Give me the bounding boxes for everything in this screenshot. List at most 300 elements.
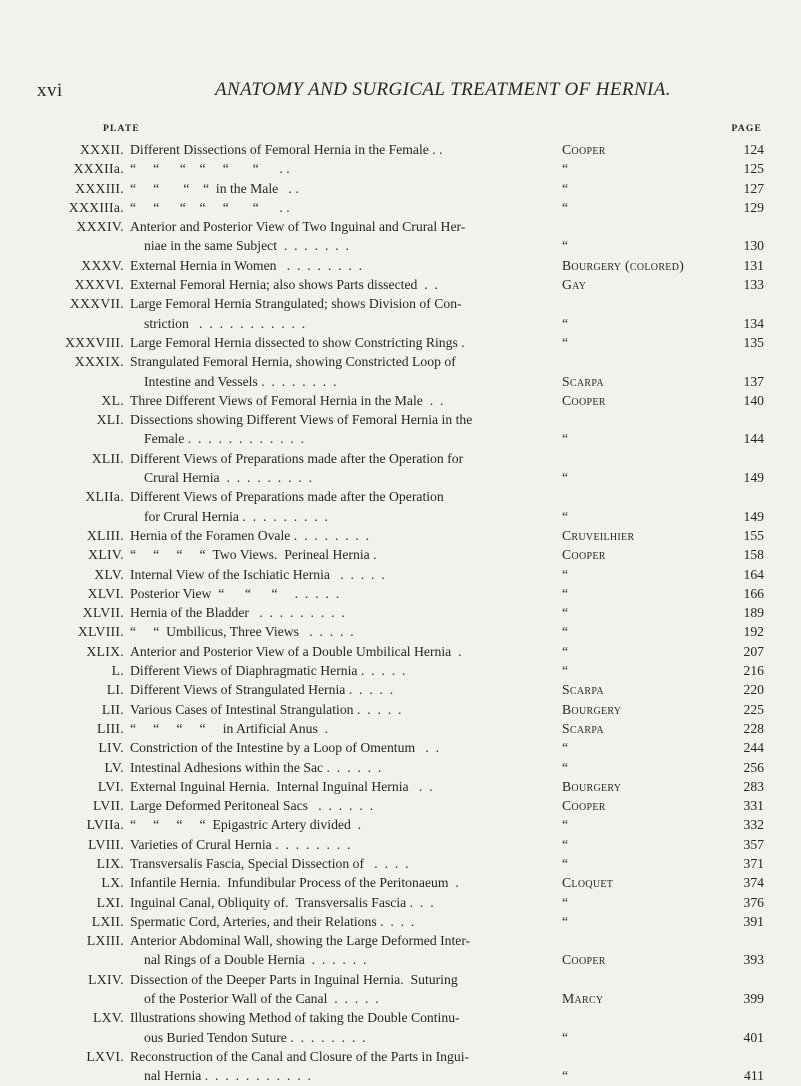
plate-author bbox=[560, 140, 712, 159]
plate-author-text: “ bbox=[562, 624, 569, 640]
plate-page-text: 244 bbox=[743, 740, 764, 756]
plate-title bbox=[130, 835, 560, 854]
plate-title-line: niae in the same Subject . . . . . . . bbox=[144, 238, 349, 254]
plate-number: XLVII. bbox=[82, 605, 124, 621]
plate-page-text: 129 bbox=[743, 199, 764, 215]
plate-author bbox=[560, 449, 712, 488]
plate-entry bbox=[40, 912, 762, 931]
plate-page-number bbox=[712, 140, 764, 159]
plate-entry bbox=[40, 796, 762, 815]
plate-number: LIX. bbox=[96, 855, 124, 871]
plate-author bbox=[560, 777, 712, 796]
plate-page-number bbox=[712, 410, 764, 449]
plate-title bbox=[130, 217, 560, 256]
plate-number: XXXVIII. bbox=[64, 334, 124, 350]
plate-title-line: “ “ “ “ Two Views. Perineal Hernia . bbox=[130, 547, 377, 563]
plate-page-number bbox=[712, 680, 764, 699]
plate-author-text: “ bbox=[562, 836, 569, 852]
plate-number: LVI. bbox=[97, 778, 124, 794]
plate-number: XXXII. bbox=[80, 142, 124, 157]
plate-number: LI. bbox=[106, 682, 124, 698]
plate-entry bbox=[40, 487, 762, 526]
plate-title-line: Varieties of Crural Hernia . . . . . . . . bbox=[130, 836, 351, 852]
plate-page-number bbox=[712, 179, 764, 198]
plate-author bbox=[560, 661, 712, 680]
plate-title bbox=[130, 410, 560, 449]
plate-title bbox=[130, 622, 560, 641]
plate-entry bbox=[40, 526, 762, 545]
plate-author-text: “ bbox=[562, 605, 569, 621]
plate-page-text: 127 bbox=[743, 180, 764, 196]
plate-page-number bbox=[712, 1047, 764, 1086]
plate-author-text: “ bbox=[562, 470, 569, 486]
plate-title bbox=[130, 198, 560, 217]
plate-number: LXV. bbox=[93, 1010, 124, 1026]
plate-page-text: 331 bbox=[743, 798, 764, 814]
plate-title bbox=[130, 352, 560, 391]
plate-entry bbox=[40, 854, 762, 873]
plate-author bbox=[560, 159, 712, 178]
plate-page-text: 144 bbox=[743, 431, 764, 447]
plate-title-line: Different Views of Preparations made after the Operation for bbox=[130, 450, 464, 466]
plate-title-line: Constriction of the Intestine by a Loop of Omentum . . bbox=[130, 740, 440, 756]
plate-title-line: for Crural Hernia . . . . . . . . . bbox=[144, 508, 328, 524]
plate-page-number bbox=[712, 642, 764, 661]
plate-entry bbox=[40, 410, 762, 449]
plate-entry bbox=[40, 738, 762, 757]
plate-author bbox=[560, 796, 712, 815]
plate-author-text: “ bbox=[562, 161, 569, 177]
plate-entry bbox=[40, 294, 762, 333]
plate-title bbox=[130, 719, 560, 738]
plate-entry bbox=[40, 140, 762, 159]
plate-page-number bbox=[712, 1008, 764, 1047]
plate-page-text: 149 bbox=[743, 508, 764, 524]
plate-title bbox=[130, 815, 560, 834]
plate-number: LVIIa. bbox=[86, 817, 124, 833]
plate-author bbox=[560, 603, 712, 622]
plate-page-number bbox=[712, 545, 764, 564]
plate-title-line: Posterior View “ “ “ . . . . . bbox=[130, 585, 340, 601]
plate-title-line: “ “ “ “ in Artificial Anus . bbox=[130, 720, 329, 736]
plate-title-line: Reconstruction of the Canal and Closure of the Parts in Ingui- bbox=[130, 1048, 470, 1064]
plate-title-line: “ “ “ “ Epigastric Artery divided . bbox=[130, 817, 362, 833]
plate-page-number bbox=[712, 854, 764, 873]
plate-entry bbox=[40, 352, 762, 391]
plate-author bbox=[560, 198, 712, 217]
plate-title-line: Three Different Views of Femoral Hernia in the Male . . bbox=[130, 392, 444, 408]
plate-page-text: 399 bbox=[743, 991, 764, 1007]
plate-author bbox=[560, 1008, 712, 1047]
plate-author bbox=[560, 333, 712, 352]
plate-author bbox=[560, 873, 712, 892]
plate-page-number bbox=[712, 159, 764, 178]
plate-page-text: 228 bbox=[743, 720, 764, 736]
plate-author bbox=[560, 680, 712, 699]
plate-number: LV. bbox=[104, 759, 124, 775]
page-column-heading: PAGE bbox=[731, 124, 762, 134]
plate-entry bbox=[40, 680, 762, 699]
plate-author-text: “ bbox=[562, 643, 569, 659]
plate-title bbox=[130, 931, 560, 970]
plate-title bbox=[130, 526, 560, 545]
plate-number: XXXV. bbox=[81, 257, 124, 273]
plate-author bbox=[560, 487, 712, 526]
plate-number: LXI. bbox=[96, 894, 124, 910]
plate-title bbox=[130, 796, 560, 815]
plate-page-text: 220 bbox=[743, 682, 764, 698]
plate-entry bbox=[40, 545, 762, 564]
plate-entry bbox=[40, 893, 762, 912]
plate-title bbox=[130, 333, 560, 352]
plate-title-line: External Hernia in Women . . . . . . . . bbox=[130, 257, 363, 273]
plate-column-heading: PLATE bbox=[103, 124, 140, 134]
plate-page-number bbox=[712, 738, 764, 757]
plate-page-text: 166 bbox=[743, 585, 764, 601]
plate-number: LXVI. bbox=[86, 1048, 124, 1064]
plate-entry bbox=[40, 777, 762, 796]
plate-author bbox=[560, 931, 712, 970]
plate-entry bbox=[40, 565, 762, 584]
plate-page-number bbox=[712, 603, 764, 622]
plate-title-line: Various Cases of Intestinal Strangulation . . . . . bbox=[130, 701, 402, 717]
plate-title-line: External Inguinal Hernia. Internal Inguinal Hernia . . bbox=[130, 778, 433, 794]
plate-page-text: 256 bbox=[743, 759, 764, 775]
plate-author-text: Scarpa bbox=[562, 373, 604, 389]
plate-page-number bbox=[712, 526, 764, 545]
plate-title-line: Anterior and Posterior View of a Double Umbilical Hernia . bbox=[130, 643, 462, 659]
plate-title-line: Large Femoral Hernia Strangulated; shows Division of Con- bbox=[130, 296, 462, 312]
plate-author bbox=[560, 584, 712, 603]
plate-author-text: “ bbox=[562, 315, 569, 331]
plate-number: XLVIII. bbox=[77, 624, 124, 640]
plate-entry bbox=[40, 391, 762, 410]
plate-title-line: Different Dissections of Femoral Hernia in the Female . . bbox=[130, 142, 443, 157]
plate-number: XLIX. bbox=[86, 643, 124, 659]
plate-page-text: 133 bbox=[743, 277, 764, 293]
plate-author-text: “ bbox=[562, 1029, 569, 1045]
plate-title-line: Infantile Hernia. Infundibular Process of the Peritonaeum . bbox=[130, 875, 459, 891]
plate-title bbox=[130, 661, 560, 680]
plate-title-line: nal Rings of a Double Hernia . . . . . . bbox=[144, 952, 367, 968]
plate-page-text: 283 bbox=[743, 778, 764, 794]
plate-entry bbox=[40, 603, 762, 622]
plate-author bbox=[560, 410, 712, 449]
list-of-plates bbox=[40, 140, 762, 1086]
plate-number: LXIV. bbox=[88, 971, 124, 987]
plate-page-text: 411 bbox=[743, 1068, 764, 1084]
plate-author-text: Cooper bbox=[562, 392, 606, 408]
plate-page-text: 137 bbox=[743, 373, 764, 389]
plate-number: XXXVII. bbox=[69, 296, 124, 312]
plate-number: XLV. bbox=[94, 566, 124, 582]
plate-title-line: Illustrations showing Method of taking the Double Continu- bbox=[130, 1010, 460, 1026]
plate-number: LXII. bbox=[91, 913, 124, 929]
plate-number: XLIII. bbox=[86, 527, 124, 543]
plate-page-number bbox=[712, 275, 764, 294]
plate-page-text: 130 bbox=[743, 238, 764, 254]
plate-page-text: 155 bbox=[743, 527, 764, 543]
plate-number: XXXVI. bbox=[74, 277, 124, 293]
plate-page-number bbox=[712, 835, 764, 854]
plate-author bbox=[560, 758, 712, 777]
plate-number: XLI. bbox=[96, 412, 124, 428]
plate-page-number bbox=[712, 815, 764, 834]
plate-title-line: Large Femoral Hernia dissected to show Constricting Rings . bbox=[130, 334, 465, 350]
plate-author-text: Bourgery (colored) bbox=[562, 257, 685, 273]
plate-title-line: Inguinal Canal, Obliquity of. Transversalis Fascia . . . bbox=[130, 894, 434, 910]
plate-title bbox=[130, 1047, 560, 1086]
plate-author-text: “ bbox=[562, 585, 569, 601]
plate-title-line: Internal View of the Ischiatic Hernia . . . . . bbox=[130, 566, 385, 582]
plate-page-text: 131 bbox=[743, 257, 764, 273]
plate-title bbox=[130, 179, 560, 198]
plate-page-number bbox=[712, 661, 764, 680]
plate-number: LXIII. bbox=[86, 933, 124, 949]
plate-title-line: nal Hernia . . . . . . . . . . . bbox=[144, 1068, 311, 1084]
plate-title bbox=[130, 584, 560, 603]
plate-page-text: 393 bbox=[743, 952, 764, 968]
plate-title bbox=[130, 294, 560, 333]
plate-number: XXXIII. bbox=[75, 180, 124, 196]
plate-title-line: Hernia of the Bladder . . . . . . . . . bbox=[130, 605, 345, 621]
plate-entry bbox=[40, 1008, 762, 1047]
plate-page-text: 374 bbox=[743, 875, 764, 891]
plate-page-number bbox=[712, 487, 764, 526]
plate-page-number bbox=[712, 565, 764, 584]
plate-number: XLII. bbox=[91, 450, 124, 466]
plate-page-number bbox=[712, 198, 764, 217]
plate-author bbox=[560, 854, 712, 873]
plate-author bbox=[560, 738, 712, 757]
plate-page-text: 401 bbox=[743, 1029, 764, 1045]
plate-author-text: “ bbox=[562, 740, 569, 756]
plate-number: XLVI. bbox=[87, 585, 124, 601]
plate-page-number bbox=[712, 931, 764, 970]
plate-title bbox=[130, 854, 560, 873]
plate-author-text: “ bbox=[562, 894, 569, 910]
plate-title bbox=[130, 603, 560, 622]
plate-page-text: 357 bbox=[743, 836, 764, 852]
plate-number: LX. bbox=[101, 875, 124, 891]
plate-entry bbox=[40, 931, 762, 970]
plate-title bbox=[130, 545, 560, 564]
plate-entry bbox=[40, 159, 762, 178]
plate-title bbox=[130, 256, 560, 275]
plate-entry bbox=[40, 873, 762, 892]
plate-author-text: “ bbox=[562, 431, 569, 447]
plate-page-number bbox=[712, 622, 764, 641]
plate-title bbox=[130, 1008, 560, 1047]
plate-title-line: Large Deformed Peritoneal Sacs . . . . . . bbox=[130, 798, 374, 814]
plate-title bbox=[130, 449, 560, 488]
plate-entry bbox=[40, 700, 762, 719]
plate-entry bbox=[40, 449, 762, 488]
plate-entry bbox=[40, 275, 762, 294]
plate-author-text: Bourgery bbox=[562, 701, 622, 717]
plate-number: LII. bbox=[101, 701, 124, 717]
plate-page-text: 189 bbox=[743, 605, 764, 621]
plate-author bbox=[560, 256, 712, 275]
plate-title-line: ous Buried Tendon Suture . . . . . . . . bbox=[144, 1029, 366, 1045]
plate-page-number bbox=[712, 873, 764, 892]
plate-page-number bbox=[712, 333, 764, 352]
plate-number: L. bbox=[111, 663, 124, 679]
plate-title-line: Different Views of Diaphragmatic Hernia . . . . . bbox=[130, 663, 406, 679]
plate-title bbox=[130, 758, 560, 777]
plate-title-line: Hernia of the Foramen Ovale . . . . . . . . bbox=[130, 527, 370, 543]
plate-page-number bbox=[712, 294, 764, 333]
plate-page-number bbox=[712, 217, 764, 256]
plate-author bbox=[560, 294, 712, 333]
plate-author-text: “ bbox=[562, 180, 569, 196]
plate-title bbox=[130, 912, 560, 931]
plate-entry bbox=[40, 642, 762, 661]
plate-title-line: “ “ “ “ “ “ . . bbox=[130, 199, 290, 215]
plate-page-text: 371 bbox=[743, 855, 764, 871]
plate-title-line: Crural Hernia . . . . . . . . . bbox=[144, 470, 313, 486]
plate-entry bbox=[40, 661, 762, 680]
plate-author bbox=[560, 1047, 712, 1086]
plate-entry bbox=[40, 815, 762, 834]
plate-entry bbox=[40, 198, 762, 217]
plate-page-text: 192 bbox=[743, 624, 764, 640]
plate-entry bbox=[40, 835, 762, 854]
plate-page-text: 164 bbox=[743, 566, 764, 582]
plate-page-text: 376 bbox=[743, 894, 764, 910]
plate-author-text: Scarpa bbox=[562, 720, 604, 736]
plate-author-text: “ bbox=[562, 1068, 569, 1084]
plate-author-text: Scarpa bbox=[562, 682, 604, 698]
plate-page-number bbox=[712, 777, 764, 796]
plate-author bbox=[560, 835, 712, 854]
plate-author bbox=[560, 526, 712, 545]
plate-entry bbox=[40, 719, 762, 738]
plate-title-line: Different Views of Preparations made after the Operation bbox=[130, 489, 444, 505]
plate-author-text: “ bbox=[562, 566, 569, 582]
plate-page-text: 149 bbox=[743, 470, 764, 486]
plate-title-line: Different Views of Strangulated Hernia . . . . . bbox=[130, 682, 394, 698]
plate-number: XXXIV. bbox=[76, 219, 124, 235]
plate-title bbox=[130, 700, 560, 719]
plate-entry bbox=[40, 333, 762, 352]
plate-title bbox=[130, 159, 560, 178]
plate-page-number bbox=[712, 700, 764, 719]
plate-title bbox=[130, 642, 560, 661]
plate-entry bbox=[40, 256, 762, 275]
plate-title bbox=[130, 565, 560, 584]
plate-title bbox=[130, 275, 560, 294]
plate-author bbox=[560, 622, 712, 641]
plate-number: XXXIIa. bbox=[73, 161, 124, 177]
plate-page-number bbox=[712, 584, 764, 603]
plate-title-line: “ “ “ “ in the Male . . bbox=[130, 180, 299, 196]
plate-title-line: of the Posterior Wall of the Canal . . . . . bbox=[144, 991, 379, 1007]
plate-author-text: Cooper bbox=[562, 952, 606, 968]
plate-entry bbox=[40, 179, 762, 198]
plate-title-line: Intestine and Vessels . . . . . . . . bbox=[144, 373, 337, 389]
plate-author-text: “ bbox=[562, 855, 569, 871]
plate-author-text: “ bbox=[562, 199, 569, 215]
plate-page-text: 140 bbox=[743, 392, 764, 408]
plate-author bbox=[560, 391, 712, 410]
plate-author bbox=[560, 970, 712, 1009]
plate-title bbox=[130, 970, 560, 1009]
plate-author bbox=[560, 352, 712, 391]
plate-author bbox=[560, 179, 712, 198]
plate-title-line: “ “ Umbilicus, Three Views . . . . . bbox=[130, 624, 354, 640]
plate-number: LVIII. bbox=[88, 836, 124, 852]
plate-author bbox=[560, 565, 712, 584]
plate-page-number bbox=[712, 449, 764, 488]
plate-title bbox=[130, 140, 560, 159]
plate-title bbox=[130, 873, 560, 892]
plate-number: XL. bbox=[101, 392, 124, 408]
plate-author-text: “ bbox=[562, 759, 569, 775]
plate-title bbox=[130, 738, 560, 757]
plate-number: XXXIX. bbox=[74, 354, 124, 370]
plate-page-text: 134 bbox=[743, 315, 764, 331]
plate-title-line: striction . . . . . . . . . . . bbox=[144, 315, 306, 331]
plate-number: LVII. bbox=[92, 798, 124, 814]
plate-page-number bbox=[712, 758, 764, 777]
plate-author bbox=[560, 893, 712, 912]
plate-author-text: Cooper bbox=[562, 798, 606, 814]
plate-entry bbox=[40, 622, 762, 641]
plate-page-number bbox=[712, 352, 764, 391]
plate-page-number bbox=[712, 796, 764, 815]
plate-author-text: Cooper bbox=[562, 142, 606, 157]
plate-author bbox=[560, 815, 712, 834]
plate-page-text: 207 bbox=[743, 643, 764, 659]
plate-page-number bbox=[712, 912, 764, 931]
plate-author-text: Bourgery bbox=[562, 778, 622, 794]
plate-title-line: Transversalis Fascia, Special Dissection of . . . . bbox=[130, 855, 409, 871]
plate-title bbox=[130, 680, 560, 699]
page-number: xvi bbox=[37, 80, 63, 101]
plate-author-text: Cruveilhier bbox=[562, 527, 635, 543]
plate-author-text: “ bbox=[562, 508, 569, 524]
plate-title bbox=[130, 893, 560, 912]
plate-number: LIII. bbox=[97, 720, 124, 736]
plate-page-text: 332 bbox=[743, 817, 764, 833]
plate-title-line: Anterior Abdominal Wall, showing the Large Deformed Inter- bbox=[130, 933, 471, 949]
plate-page-number bbox=[712, 970, 764, 1009]
plate-title-line: External Femoral Hernia; also shows Parts dissected . . bbox=[130, 277, 438, 293]
plate-author-text: “ bbox=[562, 238, 569, 254]
plate-title bbox=[130, 777, 560, 796]
plate-title-line: Dissections showing Different Views of Femoral Hernia in the bbox=[130, 412, 473, 428]
plate-entry bbox=[40, 758, 762, 777]
plate-entry bbox=[40, 217, 762, 256]
plate-page-number bbox=[712, 256, 764, 275]
plate-author bbox=[560, 545, 712, 564]
plate-title-line: “ “ “ “ “ “ . . bbox=[130, 161, 290, 177]
plate-title-line: Anterior and Posterior View of Two Inguinal and Crural Her- bbox=[130, 219, 466, 235]
plate-author bbox=[560, 275, 712, 294]
plate-page-text: 135 bbox=[743, 334, 764, 350]
plate-page-text: 158 bbox=[743, 547, 764, 563]
plate-page-text: 216 bbox=[743, 663, 764, 679]
plate-author-text: Gay bbox=[562, 277, 587, 293]
plate-title bbox=[130, 487, 560, 526]
plate-author-text: Cooper bbox=[562, 547, 606, 563]
plate-title bbox=[130, 391, 560, 410]
plate-author bbox=[560, 719, 712, 738]
plate-number: LIV. bbox=[98, 740, 124, 756]
plate-entry bbox=[40, 1047, 762, 1086]
plate-author-text: Marcy bbox=[562, 991, 604, 1007]
